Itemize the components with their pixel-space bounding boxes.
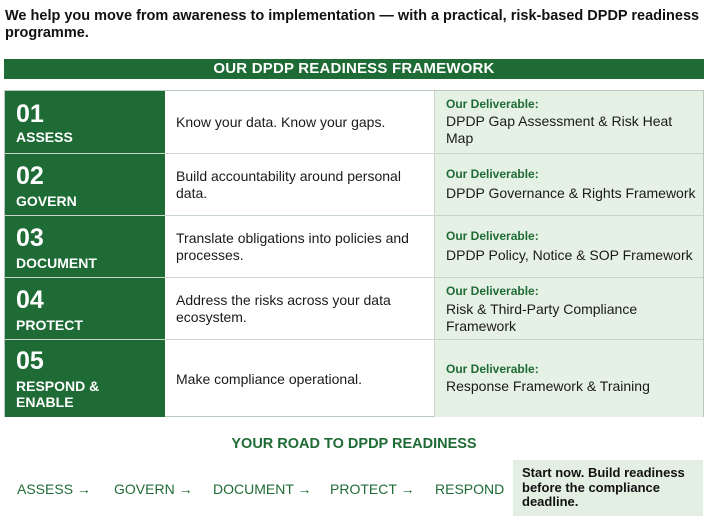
road-step-document: DOCUMENT →	[213, 481, 312, 497]
step-stage: ASSESS	[16, 129, 73, 145]
road-step-assess: ASSESS →	[17, 481, 91, 497]
road-step-respond: RESPOND	[435, 481, 505, 497]
step-stage: PROTECT	[16, 317, 83, 333]
step-cell	[5, 154, 165, 216]
deliverable-cell	[434, 154, 703, 216]
framework-table	[4, 90, 704, 417]
step-stage: GOVERN	[16, 193, 77, 209]
deliverable-text: DPDP Policy, Notice & SOP Framework	[446, 247, 693, 263]
deliverable-heading: Our Deliverable:	[446, 229, 539, 243]
deliverable-heading: Our Deliverable:	[446, 362, 539, 376]
intro-text: We help you move from awareness to implementation — with a practical, risk-based DPDP readiness programme.	[5, 8, 700, 41]
deliverable-cell	[434, 340, 703, 417]
road-step-govern: GOVERN →	[114, 481, 193, 497]
step-description: Translate obligations into policies and processes.	[176, 230, 409, 263]
deliverable-heading: Our Deliverable:	[446, 284, 539, 298]
framework-row	[5, 215, 703, 278]
step-number: 03	[16, 224, 44, 252]
deliverable-text: DPDP Gap Assessment & Risk Heat Map	[446, 113, 673, 146]
deliverable-text: Risk & Third-Party Compliance Framework	[446, 301, 638, 334]
step-cell	[5, 91, 165, 153]
deliverable-cell	[434, 216, 703, 278]
step-number: 02	[16, 162, 44, 190]
step-description: Know your data. Know your gaps.	[176, 114, 386, 130]
deliverable-heading: Our Deliverable:	[446, 97, 539, 111]
step-stage: RESPOND & ENABLE	[16, 378, 100, 410]
step-cell	[5, 340, 165, 417]
framework-row	[5, 153, 703, 216]
deliverable-cell	[434, 91, 703, 153]
step-cell	[5, 278, 165, 340]
deliverable-text: DPDP Governance & Rights Framework	[446, 185, 696, 201]
deliverable-text: Response Framework & Training	[446, 378, 650, 394]
deliverable-cell	[434, 278, 703, 340]
step-description: Address the risks across your data ecosystem.	[176, 292, 391, 325]
step-number: 04	[16, 286, 44, 314]
step-stage: DOCUMENT	[16, 255, 97, 271]
step-number: 05	[16, 347, 44, 375]
cta-box: Start now. Build readiness before the compliance deadline.	[513, 460, 703, 516]
step-description: Make compliance operational.	[176, 371, 362, 387]
step-description: Build accountability around personal data.	[176, 168, 401, 201]
deliverable-heading: Our Deliverable:	[446, 167, 539, 181]
step-number: 01	[16, 100, 44, 128]
framework-row	[5, 277, 703, 340]
step-cell	[5, 216, 165, 278]
framework-row	[5, 91, 703, 153]
framework-banner: OUR DPDP READINESS FRAMEWORK	[4, 59, 704, 79]
road-title: YOUR ROAD TO DPDP READINESS	[231, 436, 477, 452]
framework-row	[5, 339, 703, 417]
road-step-protect: PROTECT →	[330, 481, 415, 497]
